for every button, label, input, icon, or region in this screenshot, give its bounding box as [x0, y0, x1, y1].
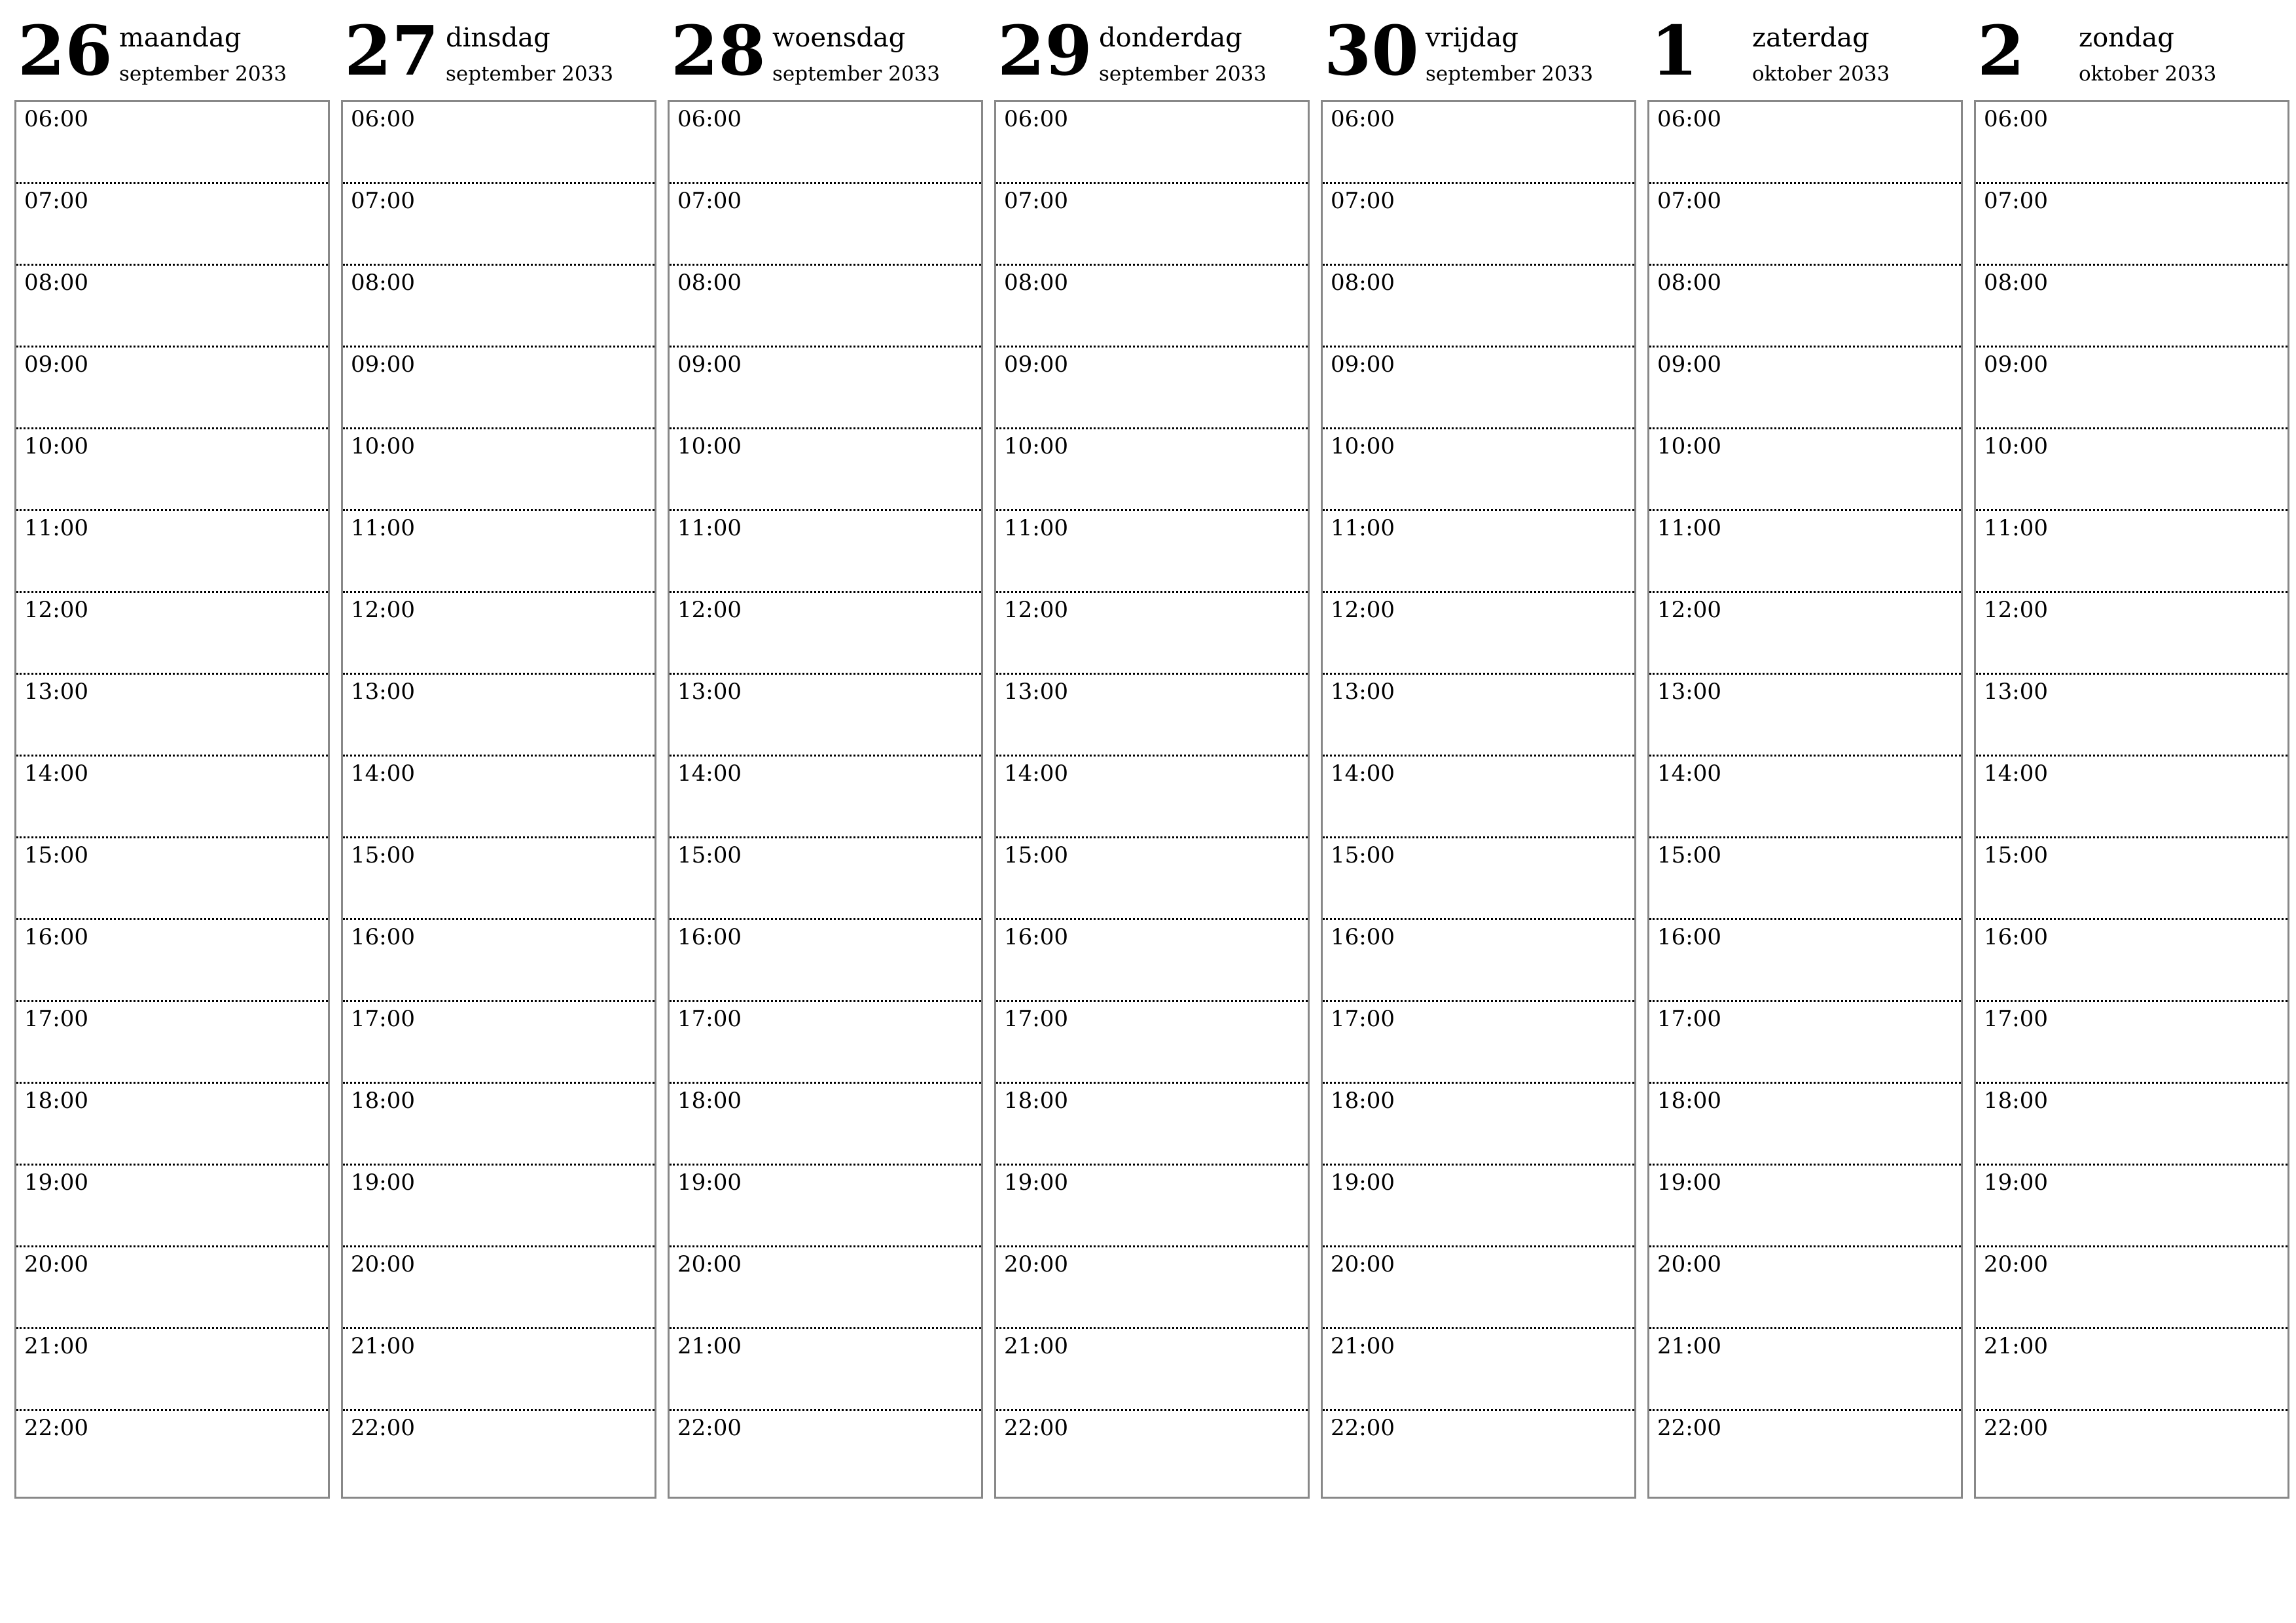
day-header [14, 0, 329, 98]
time-slot-label: 19:00 [351, 1169, 415, 1196]
time-slot[interactable] [670, 1247, 981, 1329]
time-slot[interactable] [996, 675, 1308, 757]
time-slot-label: 13:00 [1657, 679, 1721, 705]
time-slot-label: 10:00 [1004, 433, 1068, 459]
time-slot[interactable] [343, 429, 655, 511]
time-slot[interactable] [1649, 1411, 1961, 1493]
time-slot[interactable] [670, 348, 981, 429]
time-slot[interactable] [670, 429, 981, 511]
weekday-label: vrijdag [1426, 23, 1518, 53]
time-slot-label: 18:00 [1984, 1088, 2048, 1114]
time-slot-label: 07:00 [1331, 188, 1395, 214]
time-slot[interactable] [16, 184, 328, 266]
time-slot[interactable] [16, 1002, 328, 1084]
time-slot[interactable] [1323, 1411, 1634, 1493]
time-slot-label: 13:00 [677, 679, 742, 705]
time-slot[interactable] [1323, 593, 1634, 675]
time-slot[interactable] [343, 1329, 655, 1411]
time-slot[interactable] [1976, 348, 2287, 429]
time-slot-label: 22:00 [677, 1415, 742, 1441]
time-slot-label: 09:00 [677, 351, 742, 378]
time-slot[interactable] [1649, 675, 1961, 757]
time-slot-label: 18:00 [1331, 1088, 1395, 1114]
time-slot-label: 08:00 [677, 270, 742, 296]
time-slot-label: 15:00 [24, 842, 88, 868]
time-slot-label: 11:00 [1331, 515, 1395, 541]
time-slot[interactable] [1323, 429, 1634, 511]
time-slot-label: 21:00 [1657, 1333, 1721, 1359]
day-schedule-box [341, 100, 656, 1499]
time-slot[interactable] [16, 102, 328, 184]
time-slot[interactable] [1323, 675, 1634, 757]
time-slot-label: 15:00 [1984, 842, 2048, 868]
time-slot-label: 14:00 [351, 760, 415, 787]
time-slot[interactable] [1323, 838, 1634, 920]
time-slot-label: 20:00 [24, 1251, 88, 1277]
time-slot-label: 06:00 [1984, 106, 2048, 132]
day-schedule-box [668, 100, 983, 1499]
time-slot[interactable] [343, 920, 655, 1002]
time-slot[interactable] [1976, 1411, 2287, 1493]
time-slot-label: 10:00 [1657, 433, 1721, 459]
time-slot-label: 15:00 [1331, 842, 1395, 868]
time-slot-label: 15:00 [351, 842, 415, 868]
time-slot-label: 18:00 [677, 1088, 742, 1114]
time-slot[interactable] [996, 838, 1308, 920]
time-slot-label: 09:00 [1331, 351, 1395, 378]
time-slot-label: 07:00 [24, 188, 88, 214]
time-slot[interactable] [1976, 675, 2287, 757]
time-slot[interactable] [16, 757, 328, 838]
day-schedule-box [1974, 100, 2289, 1499]
time-slot[interactable] [1976, 838, 2287, 920]
time-slot[interactable] [1649, 1166, 1961, 1247]
time-slot-label: 13:00 [1004, 679, 1068, 705]
time-slot-label: 14:00 [1331, 760, 1395, 787]
time-slot[interactable] [670, 1084, 981, 1166]
time-slot[interactable] [16, 1084, 328, 1166]
time-slot[interactable] [1976, 1002, 2287, 1084]
time-slot[interactable] [1976, 1084, 2287, 1166]
time-slot[interactable] [1323, 102, 1634, 184]
time-slot-label: 17:00 [677, 1006, 742, 1032]
day-schedule-box [994, 100, 1310, 1499]
time-slot[interactable] [1323, 1166, 1634, 1247]
time-slot-label: 11:00 [1004, 515, 1068, 541]
time-slot[interactable] [16, 429, 328, 511]
time-slot-label: 14:00 [24, 760, 88, 787]
time-slot-label: 08:00 [1004, 270, 1068, 296]
time-slot-label: 15:00 [1004, 842, 1068, 868]
time-slot-label: 07:00 [1004, 188, 1068, 214]
time-slot-label: 12:00 [1331, 597, 1395, 623]
time-slot-label: 12:00 [1004, 597, 1068, 623]
time-slot-label: 15:00 [1657, 842, 1721, 868]
time-slot-label: 12:00 [1657, 597, 1721, 623]
time-slot-label: 06:00 [1657, 106, 1721, 132]
time-slot[interactable] [1323, 1247, 1634, 1329]
time-slot-label: 08:00 [1984, 270, 2048, 296]
time-slot-label: 16:00 [1004, 924, 1068, 950]
time-slot-label: 14:00 [1657, 760, 1721, 787]
month-year-label: oktober 2033 [1752, 62, 1890, 86]
time-slot-label: 10:00 [1984, 433, 2048, 459]
month-year-label: september 2033 [1099, 62, 1267, 86]
time-slot-label: 06:00 [1004, 106, 1068, 132]
time-slot-label: 08:00 [351, 270, 415, 296]
time-slot[interactable] [1649, 429, 1961, 511]
day-schedule-box [14, 100, 330, 1499]
time-slot[interactable] [1323, 1084, 1634, 1166]
time-slot[interactable] [1649, 511, 1961, 593]
time-slot[interactable] [670, 266, 981, 348]
time-slot-label: 20:00 [1004, 1251, 1068, 1277]
day-number: 2 [1977, 10, 2025, 91]
time-slot[interactable] [1649, 1002, 1961, 1084]
time-slot[interactable] [343, 184, 655, 266]
time-slot[interactable] [16, 675, 328, 757]
day-number: 30 [1324, 10, 1419, 91]
time-slot[interactable] [16, 348, 328, 429]
time-slot-label: 20:00 [1984, 1251, 2048, 1277]
time-slot-label: 14:00 [1004, 760, 1068, 787]
time-slot[interactable] [343, 838, 655, 920]
time-slot[interactable] [1976, 429, 2287, 511]
time-slot-label: 19:00 [1004, 1169, 1068, 1196]
time-slot[interactable] [670, 593, 981, 675]
time-slot[interactable] [996, 593, 1308, 675]
time-slot[interactable] [996, 920, 1308, 1002]
time-slot-label: 11:00 [1984, 515, 2048, 541]
time-slot[interactable] [670, 838, 981, 920]
time-slot-label: 20:00 [677, 1251, 742, 1277]
day-header [1321, 0, 1635, 98]
time-slot[interactable] [343, 511, 655, 593]
time-slot-label: 16:00 [1331, 924, 1395, 950]
time-slot-label: 19:00 [1984, 1169, 2048, 1196]
time-slot[interactable] [1649, 348, 1961, 429]
time-slot[interactable] [1976, 102, 2287, 184]
time-slot[interactable] [1976, 757, 2287, 838]
time-slot-label: 12:00 [677, 597, 742, 623]
time-slot-label: 09:00 [1004, 351, 1068, 378]
weekday-label: maandag [119, 23, 242, 53]
month-year-label: september 2033 [772, 62, 941, 86]
time-slot-label: 17:00 [24, 1006, 88, 1032]
weekday-label: woensdag [772, 23, 906, 53]
time-slot-label: 20:00 [1331, 1251, 1395, 1277]
weekday-label: zaterdag [1752, 23, 1869, 53]
time-slot-label: 21:00 [677, 1333, 742, 1359]
time-slot[interactable] [996, 1166, 1308, 1247]
month-year-label: september 2033 [119, 62, 287, 86]
time-slot[interactable] [16, 838, 328, 920]
time-slot-label: 10:00 [1331, 433, 1395, 459]
time-slot-label: 11:00 [24, 515, 88, 541]
time-slot-label: 06:00 [351, 106, 415, 132]
time-slot-label: 22:00 [1004, 1415, 1068, 1441]
time-slot[interactable] [670, 1411, 981, 1493]
day-number: 27 [344, 10, 439, 91]
time-slot-label: 06:00 [677, 106, 742, 132]
time-slot-label: 21:00 [1984, 1333, 2048, 1359]
time-slot[interactable] [670, 102, 981, 184]
time-slot-label: 09:00 [1657, 351, 1721, 378]
time-slot[interactable] [1976, 1247, 2287, 1329]
time-slot[interactable] [343, 348, 655, 429]
time-slot[interactable] [16, 1329, 328, 1411]
month-year-label: oktober 2033 [2079, 62, 2217, 86]
time-slot-label: 16:00 [351, 924, 415, 950]
time-slot-label: 22:00 [24, 1415, 88, 1441]
time-slot-label: 08:00 [24, 270, 88, 296]
time-slot[interactable] [343, 1002, 655, 1084]
day-number: 1 [1651, 10, 1698, 91]
time-slot[interactable] [996, 511, 1308, 593]
time-slot[interactable] [1649, 593, 1961, 675]
time-slot-label: 10:00 [677, 433, 742, 459]
time-slot[interactable] [1649, 920, 1961, 1002]
time-slot-label: 10:00 [24, 433, 88, 459]
time-slot-label: 17:00 [1657, 1006, 1721, 1032]
time-slot-label: 12:00 [1984, 597, 2048, 623]
time-slot[interactable] [996, 429, 1308, 511]
time-slot[interactable] [16, 266, 328, 348]
time-slot-label: 22:00 [1331, 1415, 1395, 1441]
weekday-label: zondag [2079, 23, 2174, 53]
time-slot[interactable] [16, 1166, 328, 1247]
time-slot[interactable] [1649, 1329, 1961, 1411]
time-slot-label: 18:00 [351, 1088, 415, 1114]
time-slot[interactable] [670, 511, 981, 593]
time-slot[interactable] [996, 348, 1308, 429]
time-slot-label: 13:00 [1331, 679, 1395, 705]
day-header [1974, 0, 2288, 98]
time-slot[interactable] [16, 1247, 328, 1329]
time-slot-label: 09:00 [351, 351, 415, 378]
weekday-label: donderdag [1099, 23, 1242, 53]
time-slot-label: 07:00 [1657, 188, 1721, 214]
time-slot-label: 21:00 [1331, 1333, 1395, 1359]
time-slot-label: 12:00 [351, 597, 415, 623]
time-slot[interactable] [1649, 102, 1961, 184]
time-slot-label: 13:00 [351, 679, 415, 705]
time-slot-label: 22:00 [1984, 1415, 2048, 1441]
time-slot[interactable] [1649, 1247, 1961, 1329]
time-slot-label: 22:00 [351, 1415, 415, 1441]
time-slot[interactable] [670, 1166, 981, 1247]
time-slot[interactable] [1649, 1084, 1961, 1166]
time-slot[interactable] [16, 511, 328, 593]
time-slot-label: 19:00 [1657, 1169, 1721, 1196]
time-slot-label: 07:00 [677, 188, 742, 214]
day-schedule-box [1321, 100, 1636, 1499]
time-slot[interactable] [1323, 511, 1634, 593]
time-slot-label: 06:00 [24, 106, 88, 132]
time-slot-label: 18:00 [1657, 1088, 1721, 1114]
weekday-label: dinsdag [446, 23, 550, 53]
time-slot[interactable] [996, 1329, 1308, 1411]
time-slot-label: 11:00 [351, 515, 415, 541]
time-slot-label: 07:00 [1984, 188, 2048, 214]
time-slot-label: 13:00 [1984, 679, 2048, 705]
time-slot-label: 20:00 [351, 1251, 415, 1277]
time-slot[interactable] [1976, 511, 2287, 593]
time-slot[interactable] [1323, 1329, 1634, 1411]
time-slot[interactable] [670, 675, 981, 757]
time-slot[interactable] [1649, 757, 1961, 838]
time-slot-label: 12:00 [24, 597, 88, 623]
time-slot[interactable] [1976, 920, 2287, 1002]
time-slot[interactable] [343, 102, 655, 184]
time-slot[interactable] [1976, 1166, 2287, 1247]
time-slot-label: 21:00 [24, 1333, 88, 1359]
time-slot[interactable] [343, 1166, 655, 1247]
time-slot[interactable] [996, 1084, 1308, 1166]
time-slot[interactable] [996, 184, 1308, 266]
time-slot-label: 10:00 [351, 433, 415, 459]
day-number: 29 [997, 10, 1092, 91]
time-slot-label: 17:00 [1984, 1006, 2048, 1032]
time-slot[interactable] [1323, 184, 1634, 266]
time-slot-label: 18:00 [1004, 1088, 1068, 1114]
time-slot[interactable] [1323, 1002, 1634, 1084]
time-slot-label: 08:00 [1331, 270, 1395, 296]
time-slot[interactable] [343, 757, 655, 838]
time-slot[interactable] [16, 920, 328, 1002]
time-slot[interactable] [343, 1411, 655, 1493]
time-slot[interactable] [343, 675, 655, 757]
day-header [1647, 0, 1962, 98]
time-slot[interactable] [670, 184, 981, 266]
time-slot-label: 15:00 [677, 842, 742, 868]
time-slot-label: 14:00 [1984, 760, 2048, 787]
time-slot-label: 07:00 [351, 188, 415, 214]
day-header [994, 0, 1308, 98]
time-slot-label: 09:00 [24, 351, 88, 378]
time-slot[interactable] [670, 920, 981, 1002]
time-slot[interactable] [16, 593, 328, 675]
time-slot-label: 22:00 [1657, 1415, 1721, 1441]
time-slot[interactable] [1649, 184, 1961, 266]
time-slot[interactable] [996, 757, 1308, 838]
time-slot-label: 16:00 [24, 924, 88, 950]
time-slot[interactable] [670, 757, 981, 838]
time-slot[interactable] [343, 1084, 655, 1166]
time-slot-label: 17:00 [351, 1006, 415, 1032]
time-slot[interactable] [996, 266, 1308, 348]
time-slot-label: 16:00 [1984, 924, 2048, 950]
day-header [668, 0, 982, 98]
month-year-label: september 2033 [446, 62, 614, 86]
time-slot-label: 19:00 [677, 1169, 742, 1196]
time-slot-label: 16:00 [677, 924, 742, 950]
time-slot-label: 09:00 [1984, 351, 2048, 378]
time-slot-label: 14:00 [677, 760, 742, 787]
month-year-label: september 2033 [1426, 62, 1594, 86]
time-slot-label: 16:00 [1657, 924, 1721, 950]
time-slot-label: 21:00 [351, 1333, 415, 1359]
time-slot[interactable] [343, 1247, 655, 1329]
time-slot[interactable] [343, 593, 655, 675]
time-slot[interactable] [1976, 184, 2287, 266]
time-slot[interactable] [1323, 920, 1634, 1002]
time-slot-label: 08:00 [1657, 270, 1721, 296]
time-slot[interactable] [1976, 593, 2287, 675]
time-slot[interactable] [1649, 838, 1961, 920]
time-slot-label: 17:00 [1004, 1006, 1068, 1032]
time-slot[interactable] [1976, 1329, 2287, 1411]
time-slot[interactable] [996, 102, 1308, 184]
time-slot[interactable] [1976, 266, 2287, 348]
time-slot-label: 17:00 [1331, 1006, 1395, 1032]
time-slot-label: 21:00 [1004, 1333, 1068, 1359]
time-slot[interactable] [16, 1411, 328, 1493]
time-slot[interactable] [996, 1247, 1308, 1329]
time-slot[interactable] [996, 1002, 1308, 1084]
day-number: 28 [671, 10, 766, 91]
day-number: 26 [18, 10, 113, 91]
time-slot[interactable] [1323, 757, 1634, 838]
time-slot[interactable] [670, 1329, 981, 1411]
time-slot[interactable] [996, 1411, 1308, 1493]
time-slot[interactable] [670, 1002, 981, 1084]
time-slot-label: 11:00 [677, 515, 742, 541]
time-slot[interactable] [343, 266, 655, 348]
time-slot[interactable] [1649, 266, 1961, 348]
time-slot-label: 11:00 [1657, 515, 1721, 541]
time-slot-label: 18:00 [24, 1088, 88, 1114]
time-slot-label: 19:00 [1331, 1169, 1395, 1196]
time-slot[interactable] [1323, 266, 1634, 348]
day-schedule-box [1647, 100, 1963, 1499]
time-slot-label: 19:00 [24, 1169, 88, 1196]
time-slot[interactable] [1323, 348, 1634, 429]
day-header [341, 0, 655, 98]
time-slot-label: 20:00 [1657, 1251, 1721, 1277]
time-slot-label: 06:00 [1331, 106, 1395, 132]
time-slot-label: 13:00 [24, 679, 88, 705]
